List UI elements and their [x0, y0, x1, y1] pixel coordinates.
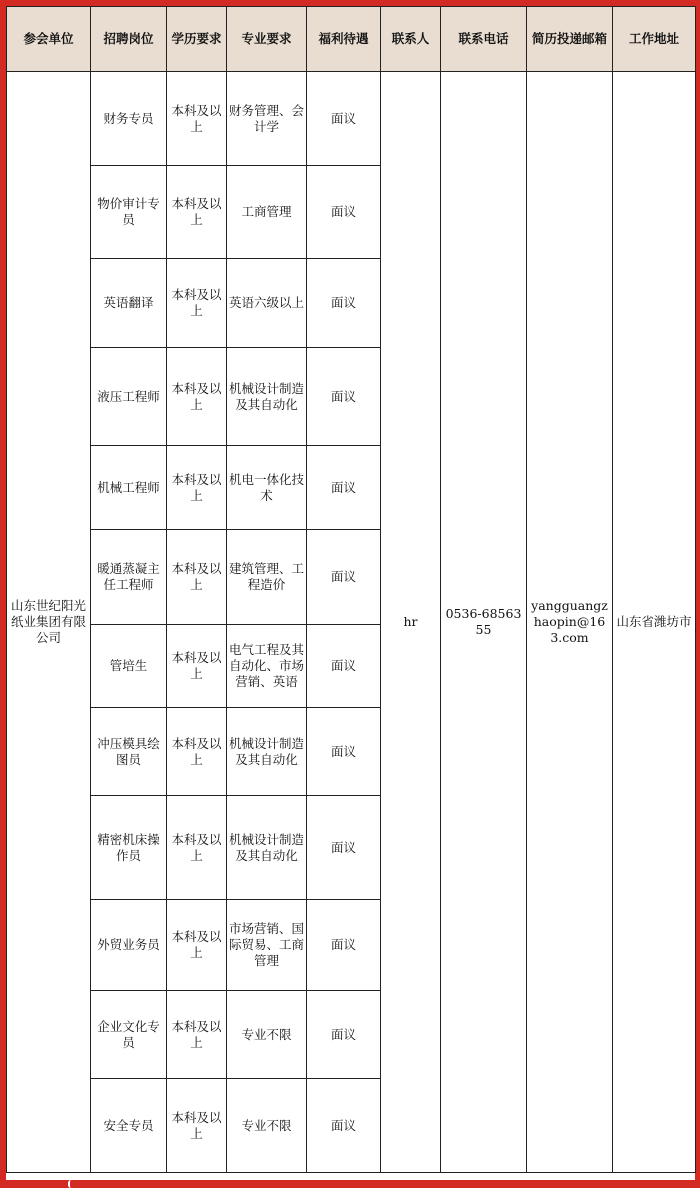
- welfare-cell: 面议: [307, 259, 381, 348]
- position-cell: 精密机床操作员: [91, 796, 167, 900]
- position-cell: 英语翻译: [91, 259, 167, 348]
- education-cell: 本科及以上: [167, 991, 227, 1079]
- welfare-cell: 面议: [307, 166, 381, 259]
- header-email: 简历投递邮箱: [527, 7, 613, 72]
- welfare-cell: 面议: [307, 708, 381, 796]
- major-cell: 机电一体化技术: [227, 446, 307, 530]
- education-cell: 本科及以上: [167, 900, 227, 991]
- table-body: [7, 72, 696, 1173]
- major-cell: 工商管理: [227, 166, 307, 259]
- position-cell: 管培生: [91, 625, 167, 708]
- major-cell: 机械设计制造及其自动化: [227, 708, 307, 796]
- recruitment-table: [6, 6, 696, 1173]
- welfare-cell: 面议: [307, 348, 381, 446]
- major-cell: 机械设计制造及其自动化: [227, 348, 307, 446]
- major-cell: 英语六级以上: [227, 259, 307, 348]
- contact-phone: 0536-6856355: [441, 72, 527, 1173]
- resume-email: yangguangzhaopin@163.com: [527, 72, 613, 1173]
- header-row: [7, 7, 696, 72]
- education-cell: 本科及以上: [167, 625, 227, 708]
- position-cell: 财务专员: [91, 72, 167, 166]
- header-phone: 联系电话: [441, 7, 527, 72]
- major-cell: 建筑管理、工程造价: [227, 530, 307, 625]
- education-cell: 本科及以上: [167, 446, 227, 530]
- major-cell: 电气工程及其自动化、市场营销、英语: [227, 625, 307, 708]
- header-position: 招聘岗位: [91, 7, 167, 72]
- contact-person: hr: [381, 72, 441, 1173]
- position-cell: 暖通蒸凝主任工程师: [91, 530, 167, 625]
- education-cell: 本科及以上: [167, 259, 227, 348]
- education-cell: 本科及以上: [167, 1079, 227, 1173]
- major-cell: 市场营销、国际贸易、工商管理: [227, 900, 307, 991]
- table-header: [7, 7, 696, 72]
- position-cell: 物价审计专员: [91, 166, 167, 259]
- education-cell: 本科及以上: [167, 348, 227, 446]
- header-major: 专业要求: [227, 7, 307, 72]
- bottom-mark: [68, 1180, 76, 1188]
- header-company: 参会单位: [7, 7, 91, 72]
- welfare-cell: 面议: [307, 1079, 381, 1173]
- position-cell: 机械工程师: [91, 446, 167, 530]
- position-cell: 外贸业务员: [91, 900, 167, 991]
- recruitment-sheet: [6, 6, 695, 1180]
- welfare-cell: 面议: [307, 625, 381, 708]
- header-welfare: 福利待遇: [307, 7, 381, 72]
- header-address: 工作地址: [613, 7, 696, 72]
- welfare-cell: 面议: [307, 900, 381, 991]
- welfare-cell: 面议: [307, 72, 381, 166]
- welfare-cell: 面议: [307, 991, 381, 1079]
- education-cell: 本科及以上: [167, 708, 227, 796]
- education-cell: 本科及以上: [167, 166, 227, 259]
- welfare-cell: 面议: [307, 530, 381, 625]
- header-contact: 联系人: [381, 7, 441, 72]
- work-address: 山东省潍坊市: [613, 72, 696, 1173]
- company-name: 山东世纪阳光纸业集团有限公司: [7, 72, 91, 1173]
- education-cell: 本科及以上: [167, 796, 227, 900]
- major-cell: 专业不限: [227, 991, 307, 1079]
- position-cell: 安全专员: [91, 1079, 167, 1173]
- header-education: 学历要求: [167, 7, 227, 72]
- major-cell: 机械设计制造及其自动化: [227, 796, 307, 900]
- position-cell: 企业文化专员: [91, 991, 167, 1079]
- education-cell: 本科及以上: [167, 72, 227, 166]
- position-cell: 液压工程师: [91, 348, 167, 446]
- welfare-cell: 面议: [307, 796, 381, 900]
- major-cell: 专业不限: [227, 1079, 307, 1173]
- education-cell: 本科及以上: [167, 530, 227, 625]
- position-cell: 冲压模具绘图员: [91, 708, 167, 796]
- welfare-cell: 面议: [307, 446, 381, 530]
- table-row: [7, 72, 696, 166]
- major-cell: 财务管理、会计学: [227, 72, 307, 166]
